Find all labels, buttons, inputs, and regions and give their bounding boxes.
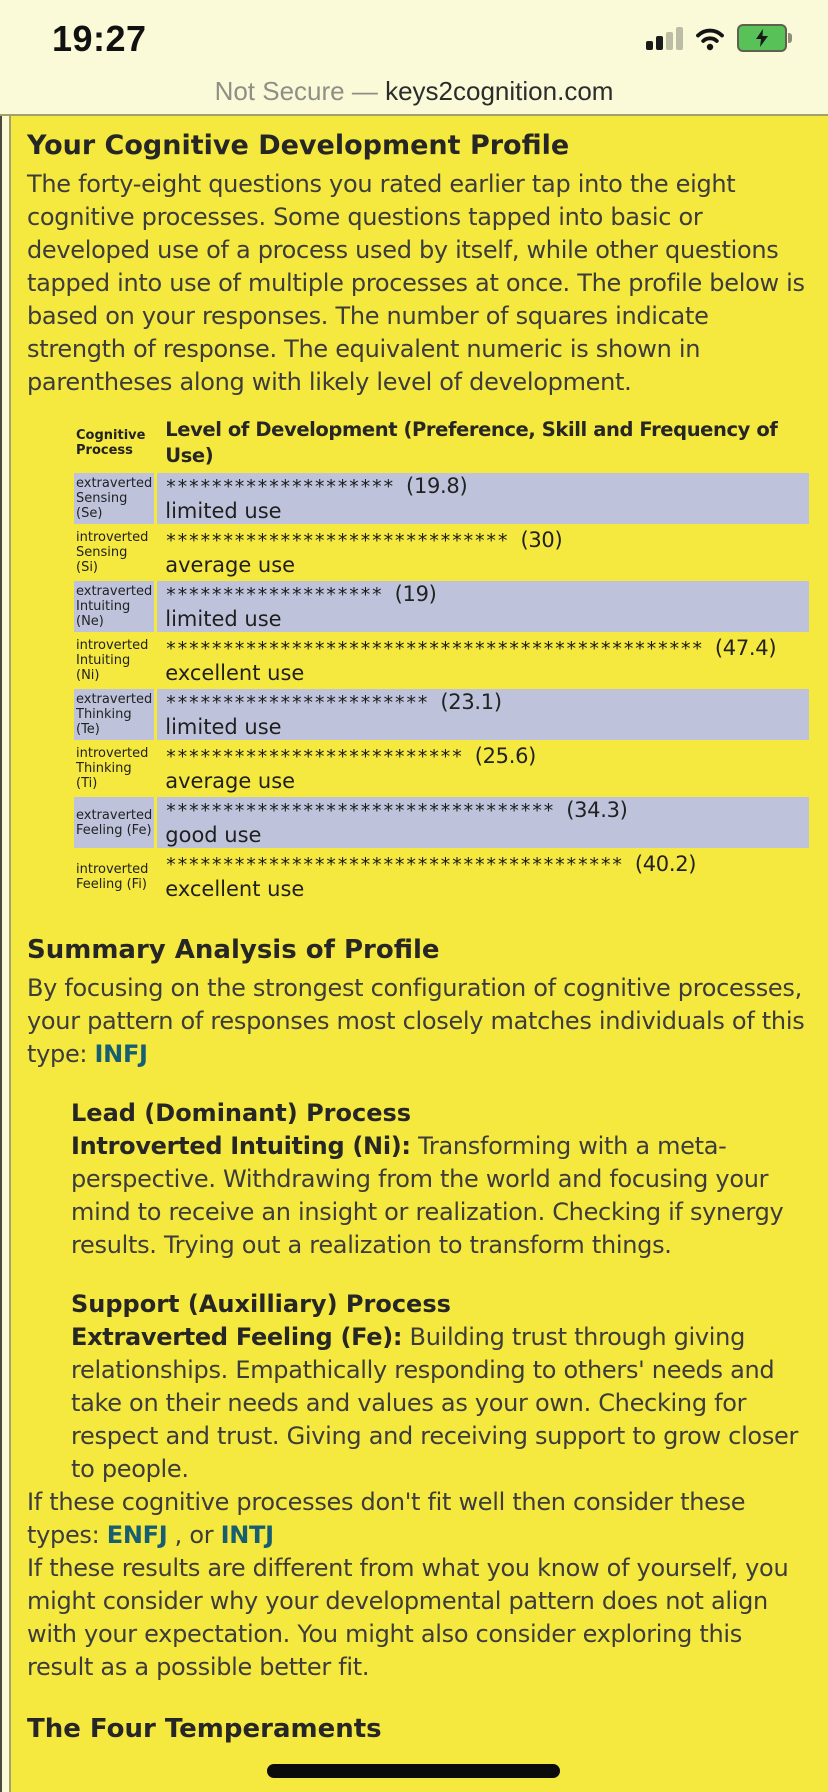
table-row [74, 473, 809, 524]
strength-value: (23.1) [440, 690, 502, 714]
support-process-paragraph [71, 1321, 812, 1486]
battery-charging-icon [737, 24, 792, 52]
table-row [74, 635, 809, 686]
table-row [74, 689, 809, 740]
type-link-enfj[interactable]: ENFJ [106, 1521, 168, 1549]
support-process-term: Extraverted Feeling (Fe): [71, 1323, 403, 1351]
process-label: introverted Thinking (Ti) [76, 746, 149, 791]
support-process-heading: Support (Auxilliary) Process [71, 1290, 451, 1318]
process-label: introverted Feeling (Fi) [76, 861, 149, 892]
strength-value: (19) [394, 582, 437, 606]
strength-bar: *********************************************** [165, 638, 703, 660]
lead-process-section [71, 1097, 812, 1262]
page-content [11, 116, 828, 1792]
charging-bolt-icon [754, 29, 770, 47]
use-level: good use [165, 823, 262, 847]
lead-process-heading: Lead (Dominant) Process [71, 1099, 412, 1127]
lead-process-term: Introverted Intuiting (Ni): [71, 1132, 411, 1160]
process-label: extraverted Thinking (Te) [74, 689, 154, 740]
alternate-types-paragraph [27, 1486, 812, 1552]
strength-value: (34.3) [566, 798, 628, 822]
table-row [74, 851, 809, 902]
strength-value: (25.6) [474, 744, 537, 768]
strength-value: (47.4) [714, 636, 777, 660]
strength-bar: ******************* [165, 584, 383, 606]
black-divider-bar [267, 1764, 560, 1778]
alternate-types-separator: , or [167, 1521, 221, 1549]
alternate-types-text: If these cognitive processes don't fit well then consider these types: [27, 1488, 746, 1549]
column-header-level: Level of Development (Preference, Skill and Frequency of Use) [165, 418, 778, 467]
reconsider-paragraph: If these results are different from what you know of yourself, you might consider why your developmental pattern does not align with your expectation. You might also consider exploring this result as a possible better fit. [27, 1554, 789, 1681]
use-level: limited use [165, 607, 282, 631]
strength-bar: *********************** [165, 692, 429, 714]
summary-paragraph [27, 972, 812, 1071]
wifi-icon [693, 25, 727, 51]
use-level: limited use [165, 499, 282, 523]
type-link-intj[interactable]: INTJ [220, 1521, 274, 1549]
use-level: limited use [165, 715, 282, 739]
page-left-border [0, 116, 11, 1792]
process-label: extraverted Sensing (Se) [74, 473, 154, 524]
process-label: introverted Intuiting (Ni) [76, 638, 149, 683]
type-link-infj[interactable]: INFJ [94, 1040, 148, 1068]
table-row [74, 527, 809, 578]
use-level: average use [165, 553, 296, 577]
table-row [74, 581, 809, 632]
column-header-process: Cognitive Process [76, 428, 146, 458]
summary-text: By focusing on the strongest configuration of cognitive processes, your pattern of responses most closely matches individuals of this type: [27, 974, 805, 1068]
status-bar [0, 0, 828, 70]
page-title: Your Cognitive Development Profile [27, 130, 570, 161]
use-level: excellent use [165, 661, 305, 685]
address-bar[interactable] [0, 76, 828, 107]
strength-bar: ****************************** [165, 530, 509, 552]
table-row [74, 797, 809, 848]
strength-value: (30) [520, 528, 563, 552]
strength-value: (40.2) [634, 852, 697, 876]
strength-bar: ******************** [165, 476, 395, 498]
clock: 19:27 [52, 18, 147, 59]
cognitive-profile-table [71, 413, 812, 905]
table-header-row [74, 416, 809, 470]
intro-paragraph: The forty-eight questions you rated earlier tap into the eight cognitive processes. Some questions tapped into basic or developed use of a process used by itself, while other questions tapped into use of multiple processes at once. The profile below is based on your responses. The number of squares indicate strength of response. The equivalent numeric is shown in parentheses along with likely level of development. [27, 170, 805, 396]
strength-bar: ********************************** [165, 800, 555, 822]
web-page [0, 114, 828, 1792]
use-level: average use [165, 769, 296, 793]
summary-heading: Summary Analysis of Profile [27, 935, 440, 965]
support-process-section [71, 1288, 812, 1486]
table-row [74, 743, 809, 794]
next-section-heading: The Four Temperaments [27, 1714, 382, 1744]
not-secure-label: Not Secure [214, 76, 345, 106]
lead-process-description: Transforming with a meta-perspective. Withdrawing from the world and focusing your mind to receive an insight or realization. Checking if synergy results. Trying out a realization to transform things. [71, 1132, 784, 1259]
support-process-description: Building trust through giving relationships. Empathically responding to others' needs and take on their needs and values as your own. Checking for respect and trust. Giving and receiving support to grow closer to people. [71, 1323, 799, 1483]
cellular-signal-icon [646, 26, 683, 50]
process-label: extraverted Feeling (Fe) [74, 797, 154, 848]
url-domain: keys2cognition.com [385, 76, 614, 106]
process-label: introverted Sensing (Si) [76, 530, 149, 575]
lead-process-paragraph [71, 1130, 812, 1262]
strength-value: (19.8) [406, 474, 468, 498]
use-level: excellent use [165, 877, 305, 901]
process-label: extraverted Intuiting (Ne) [74, 581, 154, 632]
strength-bar: ************************** [165, 746, 463, 768]
strength-bar: **************************************** [165, 854, 623, 876]
url-separator: — [344, 76, 386, 106]
